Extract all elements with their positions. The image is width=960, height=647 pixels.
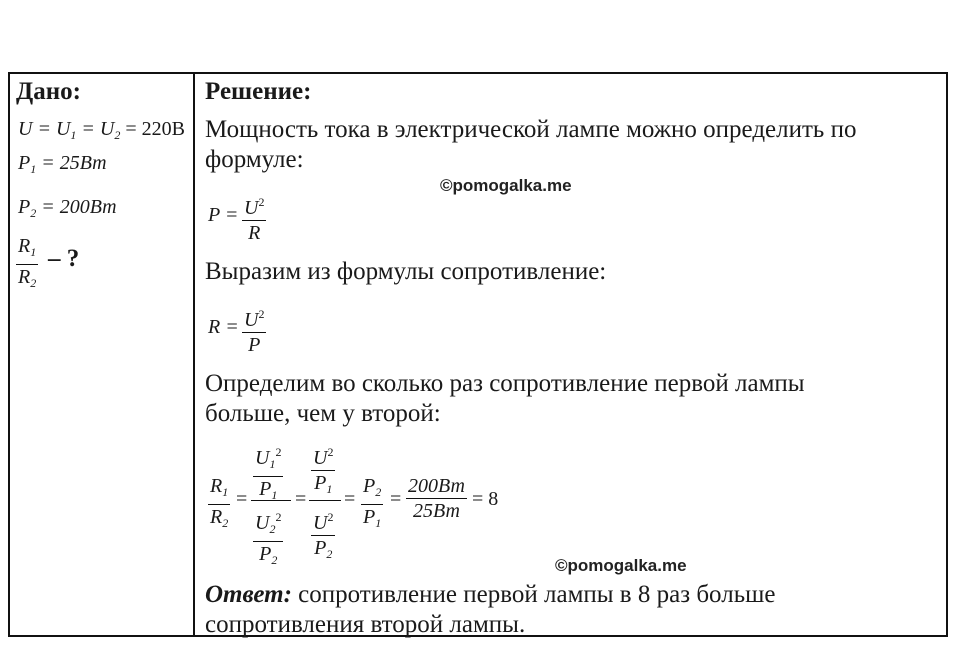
column-divider	[193, 72, 195, 637]
formula-2-lhs: R =	[208, 316, 239, 338]
result-value: = 8	[472, 488, 499, 510]
solution-header: Решение:	[205, 78, 312, 105]
answer-label: Ответ:	[205, 581, 292, 608]
solution-line-2: формуле:	[205, 146, 304, 173]
compound-fraction-1-bottom: $\frac{U_2^2}{P_2}$	[253, 505, 283, 572]
given-power-1: $P_1 = 25Вт$	[18, 152, 107, 176]
solution-line-5: больше, чем у второй:	[205, 400, 441, 427]
given-question: – ?	[48, 245, 80, 272]
given-power-2: $P_2 = 200Вт$	[18, 196, 117, 220]
equals-sign: =	[390, 488, 402, 510]
formula-2-fraction: $\frac{U^2}{P}$	[242, 302, 266, 357]
given-header: Дано:	[16, 78, 81, 105]
solution-line-4: Определим во сколько раз сопротивление первой лампы	[205, 370, 805, 397]
answer-text-1: сопротивление первой лампы в 8 раз больше	[291, 581, 776, 608]
given-ratio: $\frac{R_1}{R_2}$	[18, 235, 37, 290]
equals-sign: =	[344, 488, 356, 510]
solution-line-1: Мощность тока в электрической лампе можно определить по	[205, 116, 857, 143]
fraction-p2-p1: $\frac{P_2}{P_1}$	[363, 475, 382, 530]
given-voltage: $U = U_1 = U_2 = 220В$	[18, 118, 185, 142]
compound-fraction-2-bottom: $\frac{U^2}{P_2}$	[311, 505, 335, 566]
compound-fraction-2-bar	[309, 500, 341, 501]
fraction-200-25: 200Вт 25Вт	[408, 475, 465, 522]
watermark-top: ©pomogalka.me	[440, 176, 572, 195]
solution-line-3: Выразим из формулы сопротивление:	[205, 258, 607, 285]
compound-fraction-2-top: $\frac{U^2}{P_1}$	[311, 440, 335, 501]
answer-line-2: сопротивления второй лампы.	[205, 611, 526, 638]
table-frame	[8, 72, 948, 637]
compound-fraction-1-bar	[251, 500, 291, 501]
watermark-bottom: ©pomogalka.me	[555, 556, 687, 575]
formula-1-fraction: $\frac{U^2}{R}$	[242, 190, 266, 245]
ratio-r1-r2: $\frac{R_1}{R_2}$	[210, 475, 229, 530]
answer-line-1	[205, 580, 775, 610]
equals-sign: =	[295, 488, 307, 510]
formula-1-lhs: P =	[208, 204, 239, 226]
compound-fraction-1-top: $\frac{U_1^2}{P_1}$	[253, 440, 283, 507]
equals-sign: =	[236, 488, 248, 510]
